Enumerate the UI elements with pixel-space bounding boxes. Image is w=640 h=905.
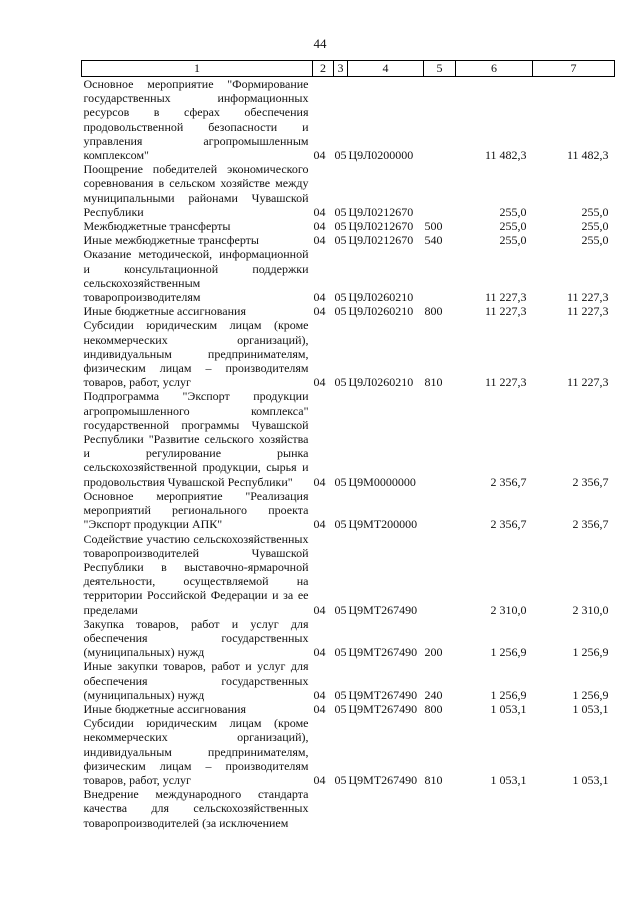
row-cell-c6: 11 227,3 — [484, 375, 527, 390]
row-cell-c3: 05 — [334, 474, 347, 489]
table-row — [82, 659, 615, 702]
row-cell-c4: Ц9Л0200000 — [348, 148, 414, 163]
row-cell-c5 — [424, 162, 456, 219]
row-name: Иные межбюджетные трансферты — [83, 233, 259, 248]
row-cell-c4: Ц9МТ200000 — [348, 517, 418, 532]
row-cell-c7: 11 227,3 — [566, 290, 609, 305]
row-cell-c7: 255,0 — [581, 219, 609, 234]
row-cell-c5: 500 — [424, 219, 443, 234]
row-cell-c5: 800 — [424, 304, 443, 319]
table-row — [82, 389, 615, 488]
row-cell-c4: Ц9Л0260210 — [348, 375, 414, 390]
row-name: Иные бюджетные ассигнования — [83, 701, 246, 716]
row-cell-c7: 255,0 — [581, 233, 609, 248]
row-name: Поощрение победителей экономического соревнования в сельском хозяйстве между муниципальными районами Чувашской Республики — [83, 162, 309, 219]
row-cell-c6: 11 227,3 — [484, 290, 527, 305]
row-cell-c5: 200 — [424, 645, 443, 660]
row-cell-c5: 540 — [424, 233, 443, 248]
row-cell-c6: 1 053,1 — [490, 772, 527, 787]
row-name: Иные бюджетные ассигнования — [83, 304, 246, 319]
table-row — [82, 318, 615, 389]
row-name: Внедрение международного стандарта качества для сельскохозяйственных товаропроизводителей (за исключением — [83, 787, 309, 830]
page-number: 44 — [313, 36, 327, 51]
row-cell-c4: Ц9МТ267490 — [348, 687, 418, 702]
row-cell-c5 — [424, 247, 456, 304]
row-cell-c7: 1 053,1 — [572, 772, 609, 787]
row-cell-c5 — [424, 787, 456, 830]
row-cell-c3: 05 — [334, 687, 347, 702]
row-cell-c3: 05 — [334, 204, 347, 219]
row-cell-c7: 2 356,7 — [572, 517, 609, 532]
row-cell-c4: Ц9Л0260210 — [348, 290, 414, 305]
row-cell-c7: 11 227,3 — [566, 304, 609, 319]
row-cell-c5 — [424, 389, 456, 488]
row-cell-c7 — [533, 787, 615, 830]
row-cell-c3: 05 — [334, 219, 347, 234]
row-cell-c3: 05 — [334, 233, 347, 248]
row-cell-c5: 240 — [424, 687, 443, 702]
table-row — [82, 716, 615, 787]
row-cell-c3: 05 — [334, 701, 347, 716]
row-cell-c3: 05 — [334, 375, 347, 390]
row-cell-c2: 04 — [313, 375, 326, 390]
table-row — [82, 233, 615, 247]
row-cell-c6: 1 256,9 — [490, 687, 527, 702]
row-cell-c5 — [424, 532, 456, 617]
column-header: 3 — [334, 61, 348, 77]
table-row — [82, 489, 615, 532]
row-cell-c7: 11 482,3 — [566, 148, 609, 163]
row-cell-c4: Ц9МТ267490 — [348, 645, 418, 660]
row-cell-c3 — [334, 787, 348, 830]
row-cell-c5 — [424, 77, 456, 163]
table-row — [82, 787, 615, 830]
table-row — [82, 77, 615, 163]
row-cell-c3: 05 — [334, 304, 347, 319]
table-header — [82, 61, 615, 77]
row-cell-c4: Ц9М0000000 — [348, 474, 416, 489]
row-cell-c4: Ц9Л0260210 — [348, 304, 414, 319]
row-cell-c7: 1 053,1 — [572, 701, 609, 716]
row-name: Закупка товаров, работ и услуг для обеспечения государственных (муниципальных) нужд — [83, 616, 309, 660]
row-name: Оказание методической, информационной и консультационной поддержки сельскохозяйственным товаропроизводителям — [83, 247, 309, 305]
row-name: Иные закупки товаров, работ и услуг для обеспечения государственных (муниципальных) нужд — [83, 659, 309, 702]
table-row — [82, 162, 615, 219]
row-cell-c7: 2 310,0 — [572, 602, 609, 617]
row-cell-c5: 800 — [424, 701, 443, 716]
row-cell-c2: 04 — [313, 645, 326, 660]
row-name: Основное мероприятие "Реализация мероприятий регионального проекта "Экспорт продукции АПК" — [83, 488, 309, 532]
row-cell-c4: Ц9МТ267490 — [348, 602, 418, 617]
row-cell-c2: 04 — [313, 701, 326, 716]
row-cell-c3: 05 — [334, 772, 347, 787]
table-row — [82, 219, 615, 233]
row-cell-c7: 1 256,9 — [572, 645, 609, 660]
row-cell-c2: 04 — [313, 233, 326, 248]
row-cell-c4: Ц9Л0212670 — [348, 233, 414, 248]
row-cell-c2: 04 — [313, 474, 326, 489]
row-cell-c3: 05 — [334, 148, 347, 163]
row-cell-c2: 04 — [313, 517, 326, 532]
row-cell-c6: 255,0 — [499, 204, 527, 219]
row-cell-c2: 04 — [313, 687, 326, 702]
row-cell-c7: 2 356,7 — [572, 474, 609, 489]
row-cell-c6: 2 356,7 — [490, 474, 527, 489]
row-cell-c6: 2 356,7 — [490, 517, 527, 532]
column-header: 6 — [456, 61, 533, 77]
row-cell-c3: 05 — [334, 517, 347, 532]
row-cell-c6: 255,0 — [499, 233, 527, 248]
row-cell-c5: 810 — [424, 375, 443, 390]
column-header: 2 — [313, 61, 334, 77]
row-cell-c6: 11 482,3 — [484, 148, 527, 163]
row-cell-c3: 05 — [334, 602, 347, 617]
row-cell-c6: 1 053,1 — [490, 701, 527, 716]
column-header: 4 — [348, 61, 424, 77]
table-row — [82, 304, 615, 318]
table-row — [82, 247, 615, 304]
row-cell-c4: Ц9МТ267490 — [348, 772, 418, 787]
row-cell-c2: 04 — [313, 148, 326, 163]
row-name: Подпрограмма "Экспорт продукции агропромышленного комплекса" государственной программы Чувашской Республики "Развитие сельского хозяйства и регулирование рынка сельскохозяйственной продукции, сырья и продовольствия Чувашской Республики" — [83, 389, 309, 489]
row-cell-c4: Ц9Л0212670 — [348, 219, 414, 234]
column-header: 7 — [533, 61, 615, 77]
column-header: 1 — [82, 61, 313, 77]
header-row — [82, 61, 615, 77]
table-row — [82, 702, 615, 716]
row-cell-c2: 04 — [313, 290, 326, 305]
row-cell-c5 — [424, 489, 456, 532]
row-cell-c6: 11 227,3 — [484, 304, 527, 319]
row-cell-c6: 255,0 — [499, 219, 527, 234]
row-cell-c7: 1 256,9 — [572, 687, 609, 702]
row-name: Субсидии юридическим лицам (кроме некоммерческих организаций), индивидуальным предпринимателям, физическим лицам – производителям товаров, работ, услуг — [83, 318, 309, 390]
row-cell-c2: 04 — [313, 772, 326, 787]
row-cell-c2: 04 — [313, 602, 326, 617]
row-cell-c2: 04 — [313, 219, 326, 234]
row-name: Содействие участию сельскохозяйственных товаропроизводителей Чувашской Республики в выставочно-ярмарочной деятельности, осуществляемой на территории Российской Федерации и за ее пределами — [83, 531, 309, 617]
row-cell-c3: 05 — [334, 645, 347, 660]
table-row — [82, 617, 615, 660]
row-cell-c7: 255,0 — [581, 204, 609, 219]
row-name: Субсидии юридическим лицам (кроме некоммерческих организаций), индивидуальным предпринимателям, физическим лицам – производителям товаров, работ, услуг — [83, 716, 309, 787]
row-cell-c3: 05 — [334, 290, 347, 305]
column-header: 5 — [424, 61, 456, 77]
budget-table — [81, 60, 615, 830]
row-cell-c6: 1 256,9 — [490, 645, 527, 660]
table-body — [82, 77, 615, 830]
row-cell-c6: 2 310,0 — [490, 602, 527, 617]
row-cell-c5: 810 — [424, 772, 443, 787]
row-cell-c7: 11 227,3 — [566, 375, 609, 390]
row-cell-c6 — [456, 787, 533, 830]
row-cell-c2 — [313, 787, 334, 830]
row-name: Основное мероприятие "Формирование государственных информационных ресурсов в сферах обеспечения продовольственной безопасности и управления агропромышленным комплексом" — [83, 77, 309, 163]
row-cell-c2: 04 — [313, 204, 326, 219]
row-cell-c4: Ц9МТ267490 — [348, 701, 418, 716]
table-row — [82, 532, 615, 617]
row-name: Межбюджетные трансферты — [83, 219, 231, 234]
row-cell-c4 — [348, 787, 424, 830]
row-cell-c4: Ц9Л0212670 — [348, 204, 414, 219]
row-cell-c2: 04 — [313, 304, 326, 319]
